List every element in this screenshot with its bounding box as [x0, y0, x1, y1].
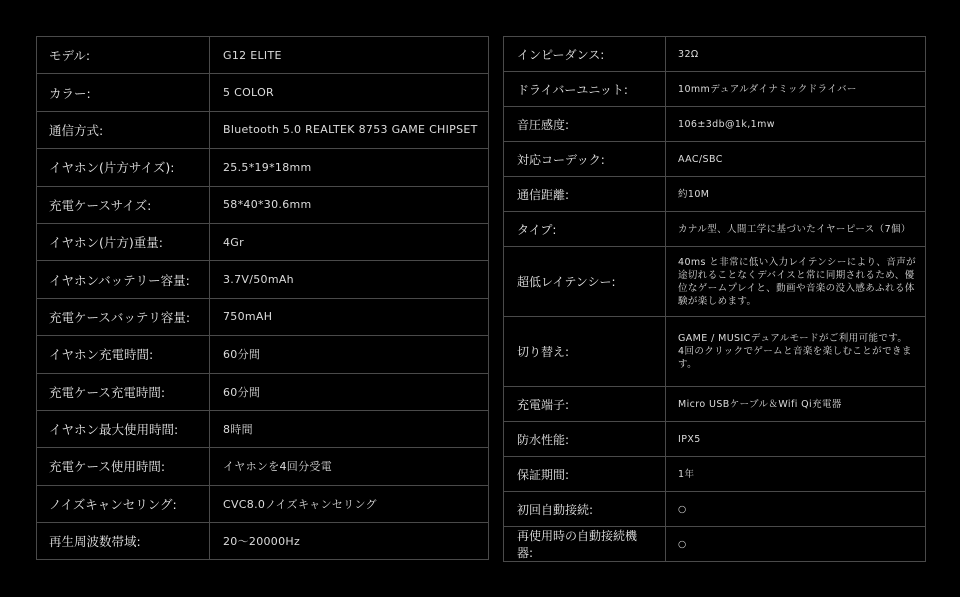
- table-row: [504, 72, 926, 107]
- table-row: [37, 485, 489, 522]
- spec-value: 106±3db@1k,1mw: [666, 107, 926, 142]
- spec-value: 40ms と非常に低い入力レイテンシーにより、音声が途切れることなくデバイスと常に同期されるため、優位なゲームプレイと、動画や音楽の没入感あふれる体験が楽しめます。: [666, 247, 926, 317]
- table-row: [504, 212, 926, 247]
- table-row: [37, 336, 489, 373]
- spec-label: ノイズキャンセリング:: [37, 485, 210, 522]
- spec-table-left: [36, 36, 489, 560]
- table-row: [37, 37, 489, 74]
- spec-value: 20～20000Hz: [210, 523, 489, 560]
- spec-label: 充電ケースバッテリ容量:: [37, 298, 210, 335]
- spec-label: モデル:: [37, 37, 210, 74]
- table-row: [504, 422, 926, 457]
- spec-value: イヤホンを4回分受電: [210, 448, 489, 485]
- table-row: [37, 149, 489, 186]
- table-row: [504, 142, 926, 177]
- table-row: [37, 373, 489, 410]
- spec-label: 充電ケースサイズ:: [37, 186, 210, 223]
- spec-label: 超低レイテンシー:: [504, 247, 666, 317]
- spec-value: カナル型、人間工学に基づいたイヤーピース（7個）: [666, 212, 926, 247]
- spec-label: 充電ケース充電時間:: [37, 373, 210, 410]
- spec-value: 750mAH: [210, 298, 489, 335]
- table-row: [504, 457, 926, 492]
- table-row: [504, 387, 926, 422]
- spec-label: 音圧感度:: [504, 107, 666, 142]
- spec-value: AAC/SBC: [666, 142, 926, 177]
- table-row: [504, 177, 926, 212]
- table-row: [504, 492, 926, 527]
- spec-label: 初回自動接続:: [504, 492, 666, 527]
- spec-value: 約10M: [666, 177, 926, 212]
- table-row: [37, 186, 489, 223]
- spec-value: 60分間: [210, 336, 489, 373]
- spec-value: ○: [666, 492, 926, 527]
- spec-label: カラー:: [37, 74, 210, 111]
- spec-value: 5 COLOR: [210, 74, 489, 111]
- table-row: [504, 317, 926, 387]
- spec-label: 再使用時の自動接続機器:: [504, 527, 666, 562]
- spec-label: イヤホン(片方)重量:: [37, 223, 210, 260]
- spec-label: 通信距離:: [504, 177, 666, 212]
- spec-label: 充電端子:: [504, 387, 666, 422]
- spec-value: G12 ELITE: [210, 37, 489, 74]
- table-row: [37, 74, 489, 111]
- table-row: [37, 523, 489, 560]
- spec-value: Micro USBケーブル＆Wifi Qi充電器: [666, 387, 926, 422]
- spec-table-right: [503, 36, 926, 562]
- table-row: [37, 298, 489, 335]
- spec-label: 保証期間:: [504, 457, 666, 492]
- spec-label: イヤホン(片方サイズ):: [37, 149, 210, 186]
- spec-value: 25.5*19*18mm: [210, 149, 489, 186]
- spec-value: 3.7V/50mAh: [210, 261, 489, 298]
- spec-value: Bluetooth 5.0 REALTEK 8753 GAME CHIPSET: [210, 111, 489, 148]
- table-row: [504, 247, 926, 317]
- spec-label: 対応コーデック:: [504, 142, 666, 177]
- spec-value: 8時間: [210, 410, 489, 447]
- spec-value: 58*40*30.6mm: [210, 186, 489, 223]
- spec-value: 10mmデュアルダイナミックドライバー: [666, 72, 926, 107]
- spec-value: GAME / MUSICデュアルモードがご利用可能です。 4回のクリックでゲームと音楽を楽しむことができます。: [666, 317, 926, 387]
- spec-label: 防水性能:: [504, 422, 666, 457]
- spec-label: 再生周波数帯域:: [37, 523, 210, 560]
- spec-value: ○: [666, 527, 926, 562]
- spec-label: タイプ:: [504, 212, 666, 247]
- spec-value: 32Ω: [666, 37, 926, 72]
- spec-value: CVC8.0ノイズキャンセリング: [210, 485, 489, 522]
- table-row: [37, 223, 489, 260]
- table-row: [37, 448, 489, 485]
- spec-value: 4Gr: [210, 223, 489, 260]
- table-row: [504, 37, 926, 72]
- table-row: [37, 410, 489, 447]
- spec-label: 通信方式:: [37, 111, 210, 148]
- spec-value: IPX5: [666, 422, 926, 457]
- spec-label: イヤホンバッテリー容量:: [37, 261, 210, 298]
- table-row: [37, 111, 489, 148]
- spec-label: イヤホン最大使用時間:: [37, 410, 210, 447]
- spec-label: インピーダンス:: [504, 37, 666, 72]
- spec-value: 60分間: [210, 373, 489, 410]
- spec-label: 充電ケース使用時間:: [37, 448, 210, 485]
- spec-label: イヤホン充電時間:: [37, 336, 210, 373]
- table-row: [37, 261, 489, 298]
- table-row: [504, 107, 926, 142]
- spec-label: ドライバーユニット:: [504, 72, 666, 107]
- spec-value: 1年: [666, 457, 926, 492]
- table-row: [504, 527, 926, 562]
- spec-label: 切り替え:: [504, 317, 666, 387]
